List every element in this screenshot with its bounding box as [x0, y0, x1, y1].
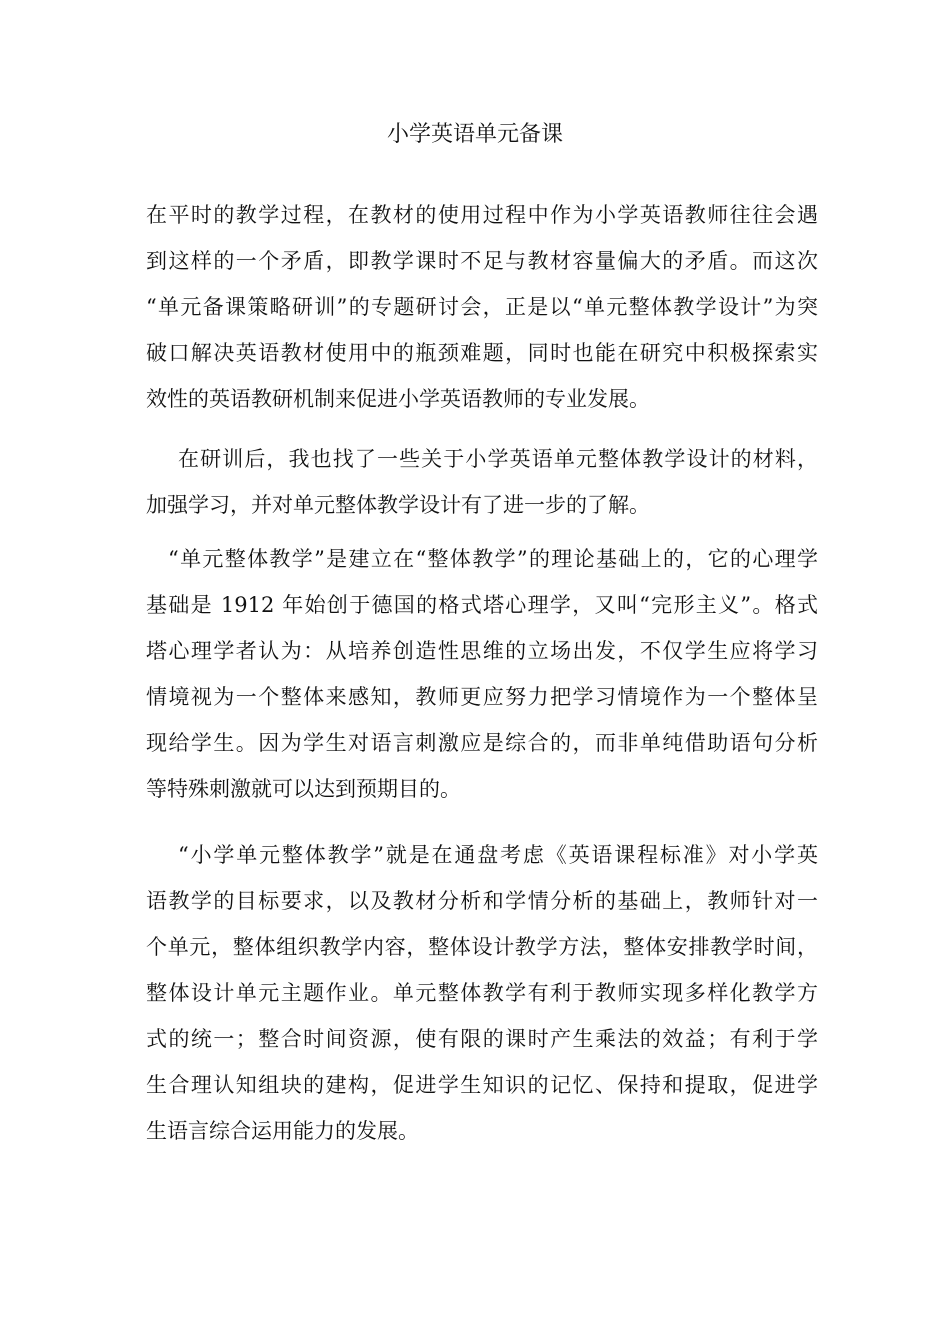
paragraph-line: 语教学的目标要求，以及教材分析和学情分析的基础上，教师针对一 — [146, 889, 818, 913]
paragraph-3 — [146, 536, 818, 812]
paragraph-2 — [146, 436, 818, 528]
paragraph-line: 基础是 1912 年始创于德国的格式塔心理学，又叫“完形主义”。格式 — [146, 593, 818, 617]
paragraph-line: 等特殊刺激就可以达到预期目的。 — [146, 777, 461, 801]
paragraph-line: 到这样的一个矛盾，即教学课时不足与教材容量偏大的矛盾。而这次 — [146, 249, 818, 273]
paragraph-line: 加强学习，并对单元整体教学设计有了进一步的了解。 — [146, 493, 650, 517]
paragraph-line: 情境视为一个整体来感知，教师更应努力把学习情境作为一个整体呈 — [146, 685, 818, 709]
paragraph-line: 生合理认知组块的建构，促进学生知识的记忆、保持和提取，促进学 — [146, 1073, 818, 1097]
paragraph-line: 塔心理学者认为：从培养创造性思维的立场出发，不仅学生应将学习 — [146, 639, 818, 663]
paragraph-line: “单元备课策略研训”的专题研讨会，正是以“单元整体教学设计”为突 — [146, 295, 818, 319]
paragraph-line: 在研训后，我也找了一些关于小学英语单元整体教学设计的材料， — [178, 447, 818, 471]
document-title: 小学英语单元备课 — [386, 122, 563, 147]
paragraph-line: 生语言综合运用能力的发展。 — [146, 1119, 419, 1143]
paragraph-line: 个单元，整体组织教学内容，整体设计教学方法，整体安排教学时间， — [146, 935, 818, 959]
paragraph-line: 在平时的教学过程，在教材的使用过程中作为小学英语教师往往会遇 — [146, 203, 818, 227]
paragraph-line: 效性的英语教研机制来促进小学英语教师的专业发展。 — [146, 387, 650, 411]
paragraph-line: “单元整体教学”是建立在“整体教学”的理论基础上的，它的心理学 — [168, 547, 818, 571]
paragraph-1 — [146, 192, 818, 422]
paragraph-line: 破口解决英语教材使用中的瓶颈难题，同时也能在研究中积极探索实 — [146, 341, 818, 365]
paragraph-4 — [146, 832, 818, 1154]
paragraph-line: 现给学生。因为学生对语言刺激应是综合的，而非单纯借助语句分析 — [146, 731, 818, 755]
paragraph-line: 整体设计单元主题作业。单元整体教学有利于教师实现多样化教学方 — [146, 981, 818, 1005]
paragraph-line: 式的统一；整合时间资源，使有限的课时产生乘法的效益；有利于学 — [146, 1027, 818, 1051]
paragraph-line: “小学单元整体教学”就是在通盘考虑《英语课程标准》对小学英 — [178, 843, 818, 867]
